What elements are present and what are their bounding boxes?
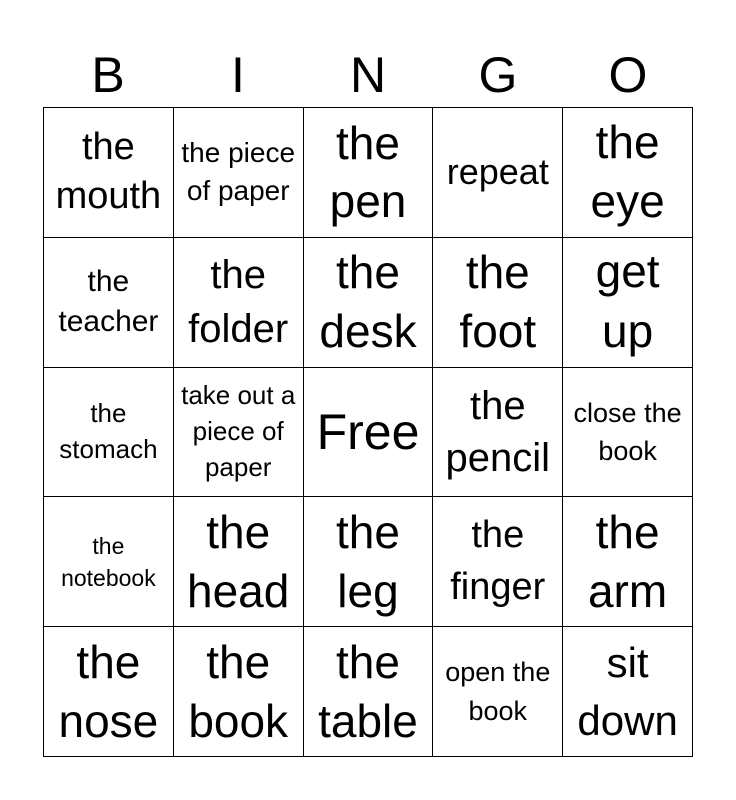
bingo-cell[interactable] (174, 108, 304, 238)
cell-label: Free (316, 403, 420, 460)
bingo-cell[interactable] (44, 368, 174, 498)
bingo-cell[interactable] (304, 108, 434, 238)
cell-label: the mouth (55, 126, 162, 218)
cell-label: close the book (573, 397, 682, 466)
bingo-cell[interactable] (433, 238, 563, 368)
bingo-cell[interactable] (433, 108, 563, 238)
cell-label: the pen (329, 116, 407, 228)
cell-label: repeat (446, 151, 549, 193)
bingo-cell[interactable] (44, 627, 174, 757)
header-letter-b: B (91, 47, 125, 103)
header-letter-i: I (231, 47, 245, 103)
cell-label: the foot (459, 246, 537, 358)
cell-label: the finger (450, 514, 546, 608)
bingo-header (43, 44, 693, 106)
bingo-cell[interactable] (304, 497, 434, 627)
bingo-cell[interactable] (563, 108, 693, 238)
cell-label: the folder (188, 253, 289, 352)
bingo-cell[interactable] (44, 238, 174, 368)
cell-label: sit down (577, 638, 678, 744)
cell-label: the nose (58, 635, 159, 747)
bingo-cell[interactable] (563, 497, 693, 627)
cell-label: the eye (590, 115, 665, 228)
bingo-cell[interactable] (433, 368, 563, 498)
bingo-cell[interactable] (563, 238, 693, 368)
cell-label: the book (188, 635, 289, 747)
bingo-cell[interactable] (174, 368, 304, 498)
free-space[interactable] (304, 368, 434, 498)
header-letter-g: G (478, 47, 518, 103)
bingo-cell[interactable] (304, 238, 434, 368)
bingo-cell[interactable] (433, 627, 563, 757)
bingo-cell[interactable] (433, 497, 563, 627)
bingo-cell[interactable] (563, 627, 693, 757)
cell-label: the head (187, 505, 290, 617)
bingo-cell[interactable] (174, 497, 304, 627)
cell-label: get up (595, 245, 660, 358)
cell-label: the teacher (58, 264, 159, 339)
bingo-cell[interactable] (174, 238, 304, 368)
cell-label: the piece of paper (181, 136, 296, 207)
header-letter-n: N (349, 47, 387, 103)
bingo-cell[interactable] (304, 627, 434, 757)
cell-label: open the book (445, 657, 551, 726)
bingo-cell[interactable] (44, 108, 174, 238)
cell-label: the arm (587, 505, 668, 617)
cell-label: take out a piece of paper (181, 380, 296, 482)
header-letter-o: O (608, 47, 648, 103)
cell-label: the leg (336, 505, 400, 617)
cell-label: the table (318, 635, 418, 747)
bingo-board (43, 107, 693, 757)
bingo-cell[interactable] (563, 368, 693, 498)
cell-label: the desk (319, 246, 417, 358)
cell-label: the pencil (445, 383, 551, 480)
cell-label: the notebook (61, 532, 156, 591)
cell-label: the stomach (59, 398, 158, 464)
bingo-cell[interactable] (174, 627, 304, 757)
bingo-cell[interactable] (44, 497, 174, 627)
